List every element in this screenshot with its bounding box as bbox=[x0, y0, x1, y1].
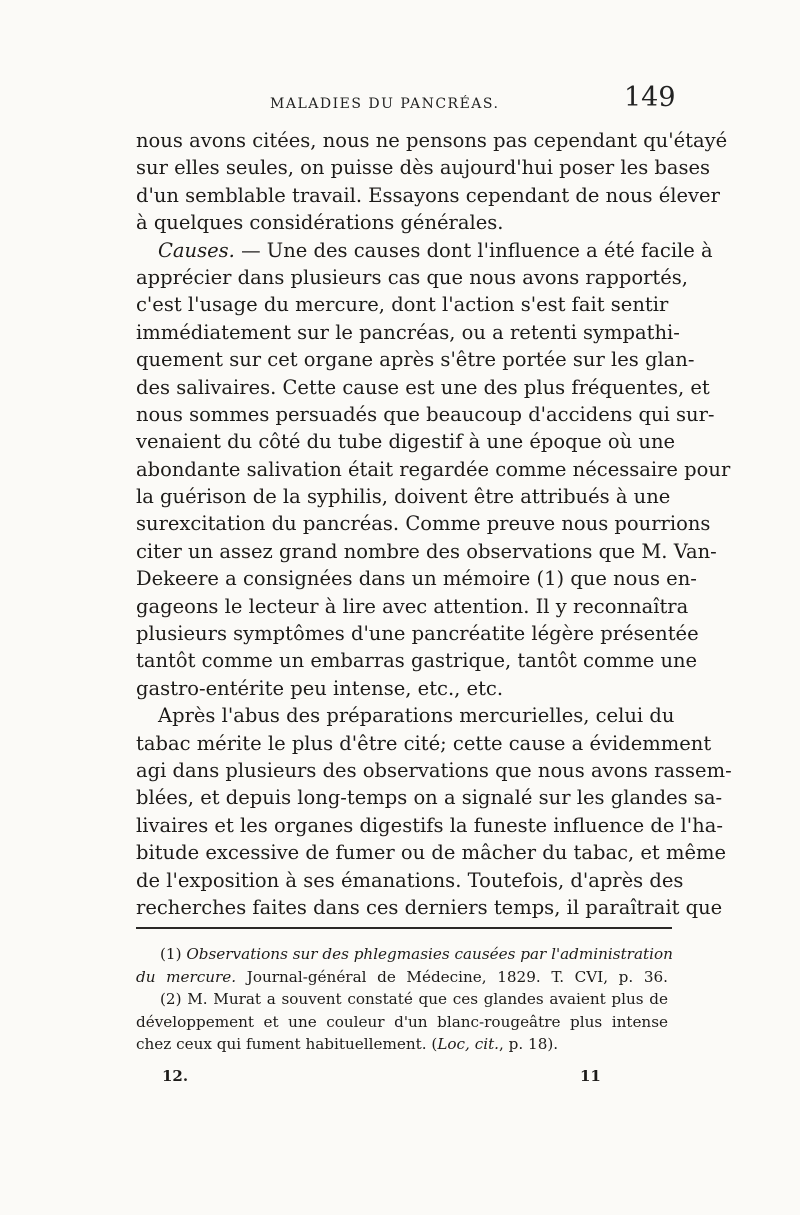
footnote-1-number: (1) bbox=[160, 945, 182, 963]
footnote-2-line-2: développement et une couleur d'un blanc-rougeâtre plus intense bbox=[136, 1012, 668, 1031]
text-line: blées, et depuis long-temps on a signalé sur les glandes sa- bbox=[136, 786, 723, 810]
text-line: c'est l'usage du mercure, dont l'action s'est fait sentir bbox=[136, 293, 669, 317]
footnote-1-line-1 bbox=[136, 943, 673, 966]
running-title: MALADIES DU PANCRÉAS. bbox=[270, 96, 500, 112]
text-line: bitude excessive de fumer ou de mâcher du tabac, et même bbox=[136, 841, 727, 865]
text-line: apprécier dans plusieurs cas que nous avons rapportés, bbox=[136, 265, 688, 289]
text-line: immédiatement sur le pancréas, ou a retenti sympathi- bbox=[136, 320, 680, 344]
text-line: d'un semblable travail. Essayons cependant de nous élever bbox=[136, 183, 720, 207]
text-line: surexcitation du pancréas. Comme preuve nous pourrions bbox=[136, 512, 711, 536]
footnote-1-italic: du mercure. bbox=[136, 967, 237, 986]
text-line: tabac mérite le plus d'être cité; cette cause a évidemment bbox=[136, 731, 712, 755]
text-line: à quelques considérations générales. bbox=[136, 211, 504, 235]
footnote-2-citation: Loc, cit. bbox=[437, 1035, 499, 1054]
text-line: des salivaires. Cette cause est une des plus fréquentes, et bbox=[136, 375, 710, 399]
gathering-mark: 11 bbox=[580, 1067, 601, 1085]
text-line: abondante salivation était regardée comme nécessaire pour bbox=[136, 457, 731, 481]
text-line: gastro-entérite peu intense, etc., etc. bbox=[136, 676, 504, 700]
text-line: sur elles seules, on puisse dès aujourd'hui poser les bases bbox=[136, 156, 711, 180]
footnote-1-title: Observations sur des phlegmasies causées par l'administration bbox=[186, 945, 673, 963]
text-line: de l'exposition à ses émanations. Toutefois, d'après des bbox=[136, 868, 684, 892]
footnote-1-source: Journal-général de Médecine, 1829. T. CVI, p. 36. bbox=[246, 967, 668, 986]
text-line: Dekeere a consignées dans un mémoire (1) que nous en- bbox=[136, 567, 697, 591]
body-text bbox=[136, 127, 732, 921]
causes-text: — Une des causes dont l'influence a été facile à bbox=[241, 238, 713, 262]
footnotes bbox=[136, 943, 673, 1056]
text-line: venaient du côté du tube digestif à une époque où une bbox=[136, 430, 676, 454]
text-line-causes bbox=[136, 237, 713, 264]
footnote-2-text: chez ceux qui fument habituellement. ( bbox=[136, 1035, 438, 1054]
text-line: citer un assez grand nombre des observations que M. Van- bbox=[136, 539, 717, 563]
footnote-rule bbox=[136, 927, 672, 929]
text-line: quement sur cet organe après s'être portée sur les glan- bbox=[136, 348, 695, 372]
text-line: la guérison de la syphilis, doivent être attribués à une bbox=[136, 485, 671, 509]
footnote-1-line-2 bbox=[136, 966, 668, 989]
text-line: recherches faites dans ces derniers temps, il paraîtrait que bbox=[136, 895, 723, 919]
text-line: gageons le lecteur à lire avec attention. Il y reconnaîtra bbox=[136, 594, 689, 618]
text-line: agi dans plusieurs des observations que nous avons rassem- bbox=[136, 758, 732, 782]
signature-mark: 12. bbox=[162, 1067, 189, 1085]
causes-label: Causes. bbox=[158, 238, 235, 262]
footnote-2-end: , p. 18). bbox=[499, 1035, 559, 1054]
text-line: plusieurs symptômes d'une pancréatite légère présentée bbox=[136, 622, 699, 646]
text-line: tantôt comme un embarras gastrique, tantôt comme une bbox=[136, 649, 698, 673]
page-number: 149 bbox=[624, 82, 676, 113]
text-line: nous avons citées, nous ne pensons pas cependant qu'étayé bbox=[136, 129, 728, 152]
text-line: livaires et les organes digestifs la funeste influence de l'ha- bbox=[136, 813, 723, 837]
text-line: nous sommes persuadés que beaucoup d'accidens qui sur- bbox=[136, 402, 715, 426]
text-line: Après l'abus des préparations mercurielles, celui du bbox=[158, 704, 675, 728]
footnote-2-line-1: (2) M. Murat a souvent constaté que ces glandes avaient plus de bbox=[160, 990, 668, 1009]
footnote-2-line-3 bbox=[136, 1033, 668, 1056]
